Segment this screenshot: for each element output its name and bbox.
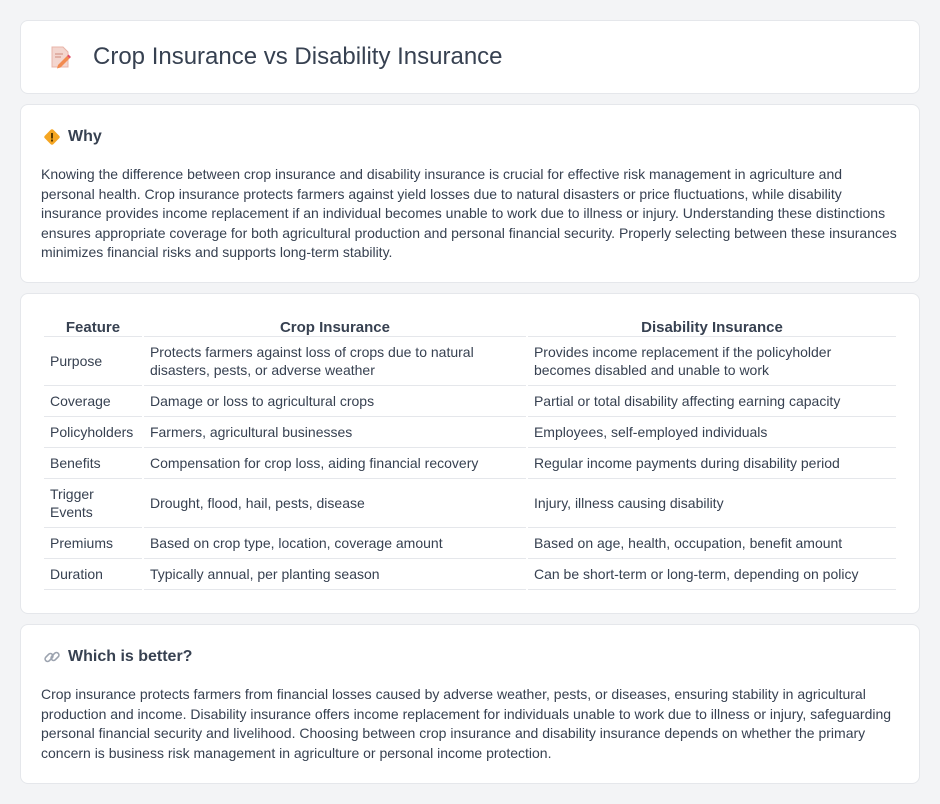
feature-cell: Policyholders xyxy=(44,417,142,448)
table-row xyxy=(44,559,896,590)
disability-cell: Injury, illness causing disability xyxy=(528,479,896,528)
document-pencil-icon xyxy=(47,44,73,70)
which-is-better-section xyxy=(20,624,920,784)
why-heading: Why xyxy=(68,128,102,145)
which-is-better-text: Crop insurance protects farmers from financial losses caused by adverse weather, pests, or diseases, ensuring stability in agricultural production and income. Disability insurance offers income replacement for individuals unable to work due to illness or injury, safeguarding personal financial security and livelihood. Choosing between crop insurance and disability insurance depends on whether the primary concern is business risk management in agriculture or personal income protection. xyxy=(41,686,892,761)
crop-cell: Compensation for crop loss, aiding financial recovery xyxy=(144,448,526,479)
page-title: Crop Insurance vs Disability Insurance xyxy=(93,43,503,70)
crop-cell: Farmers, agricultural businesses xyxy=(144,417,526,448)
crop-cell: Typically annual, per planting season xyxy=(144,559,526,590)
diamond-warning-icon xyxy=(43,128,61,146)
table-row xyxy=(44,417,896,448)
feature-cell: Duration xyxy=(44,559,142,590)
which-is-better-heading: Which is better? xyxy=(68,648,193,665)
disability-cell: Employees, self-employed individuals xyxy=(528,417,896,448)
table-row xyxy=(44,528,896,559)
table-row xyxy=(44,448,896,479)
disability-cell: Regular income payments during disability period xyxy=(528,448,896,479)
crop-cell: Damage or loss to agricultural crops xyxy=(144,386,526,417)
column-header-crop-insurance: Crop Insurance xyxy=(144,315,526,337)
feature-cell: Coverage xyxy=(44,386,142,417)
header-card xyxy=(20,20,920,94)
comparison-table-card xyxy=(20,293,920,614)
feature-cell: Trigger Events xyxy=(44,479,142,528)
link-icon xyxy=(43,648,61,666)
feature-cell: Purpose xyxy=(44,337,142,386)
disability-cell: Can be short-term or long-term, depending on policy xyxy=(528,559,896,590)
table-row xyxy=(44,479,896,528)
crop-cell: Protects farmers against loss of crops due to natural disasters, pests, or adverse weather xyxy=(144,337,526,386)
why-text: Knowing the difference between crop insurance and disability insurance is crucial for effective risk management in agriculture and personal health. Crop insurance protects farmers against yield losses due to natural disasters or price fluctuations, while disability insurance provides income replacement if an individual becomes unable to work due to illness or injury. Understanding these distinctions ensures appropriate coverage for both agricultural production and personal financial security. Properly selecting between these insurances minimizes financial risks and supports long-term stability. xyxy=(41,166,897,261)
column-header-disability-insurance: Disability Insurance xyxy=(528,315,896,337)
crop-cell: Drought, flood, hail, pests, disease xyxy=(144,479,526,528)
comparison-table xyxy=(42,315,898,590)
disability-cell: Partial or total disability affecting earning capacity xyxy=(528,386,896,417)
disability-cell: Provides income replacement if the policyholder becomes disabled and unable to work xyxy=(528,337,896,386)
disability-cell: Based on age, health, occupation, benefit amount xyxy=(528,528,896,559)
why-section xyxy=(20,104,920,283)
feature-cell: Premiums xyxy=(44,528,142,559)
table-row xyxy=(44,337,896,386)
column-header-feature: Feature xyxy=(44,315,142,337)
crop-cell: Based on crop type, location, coverage amount xyxy=(144,528,526,559)
feature-cell: Benefits xyxy=(44,448,142,479)
table-row xyxy=(44,386,896,417)
